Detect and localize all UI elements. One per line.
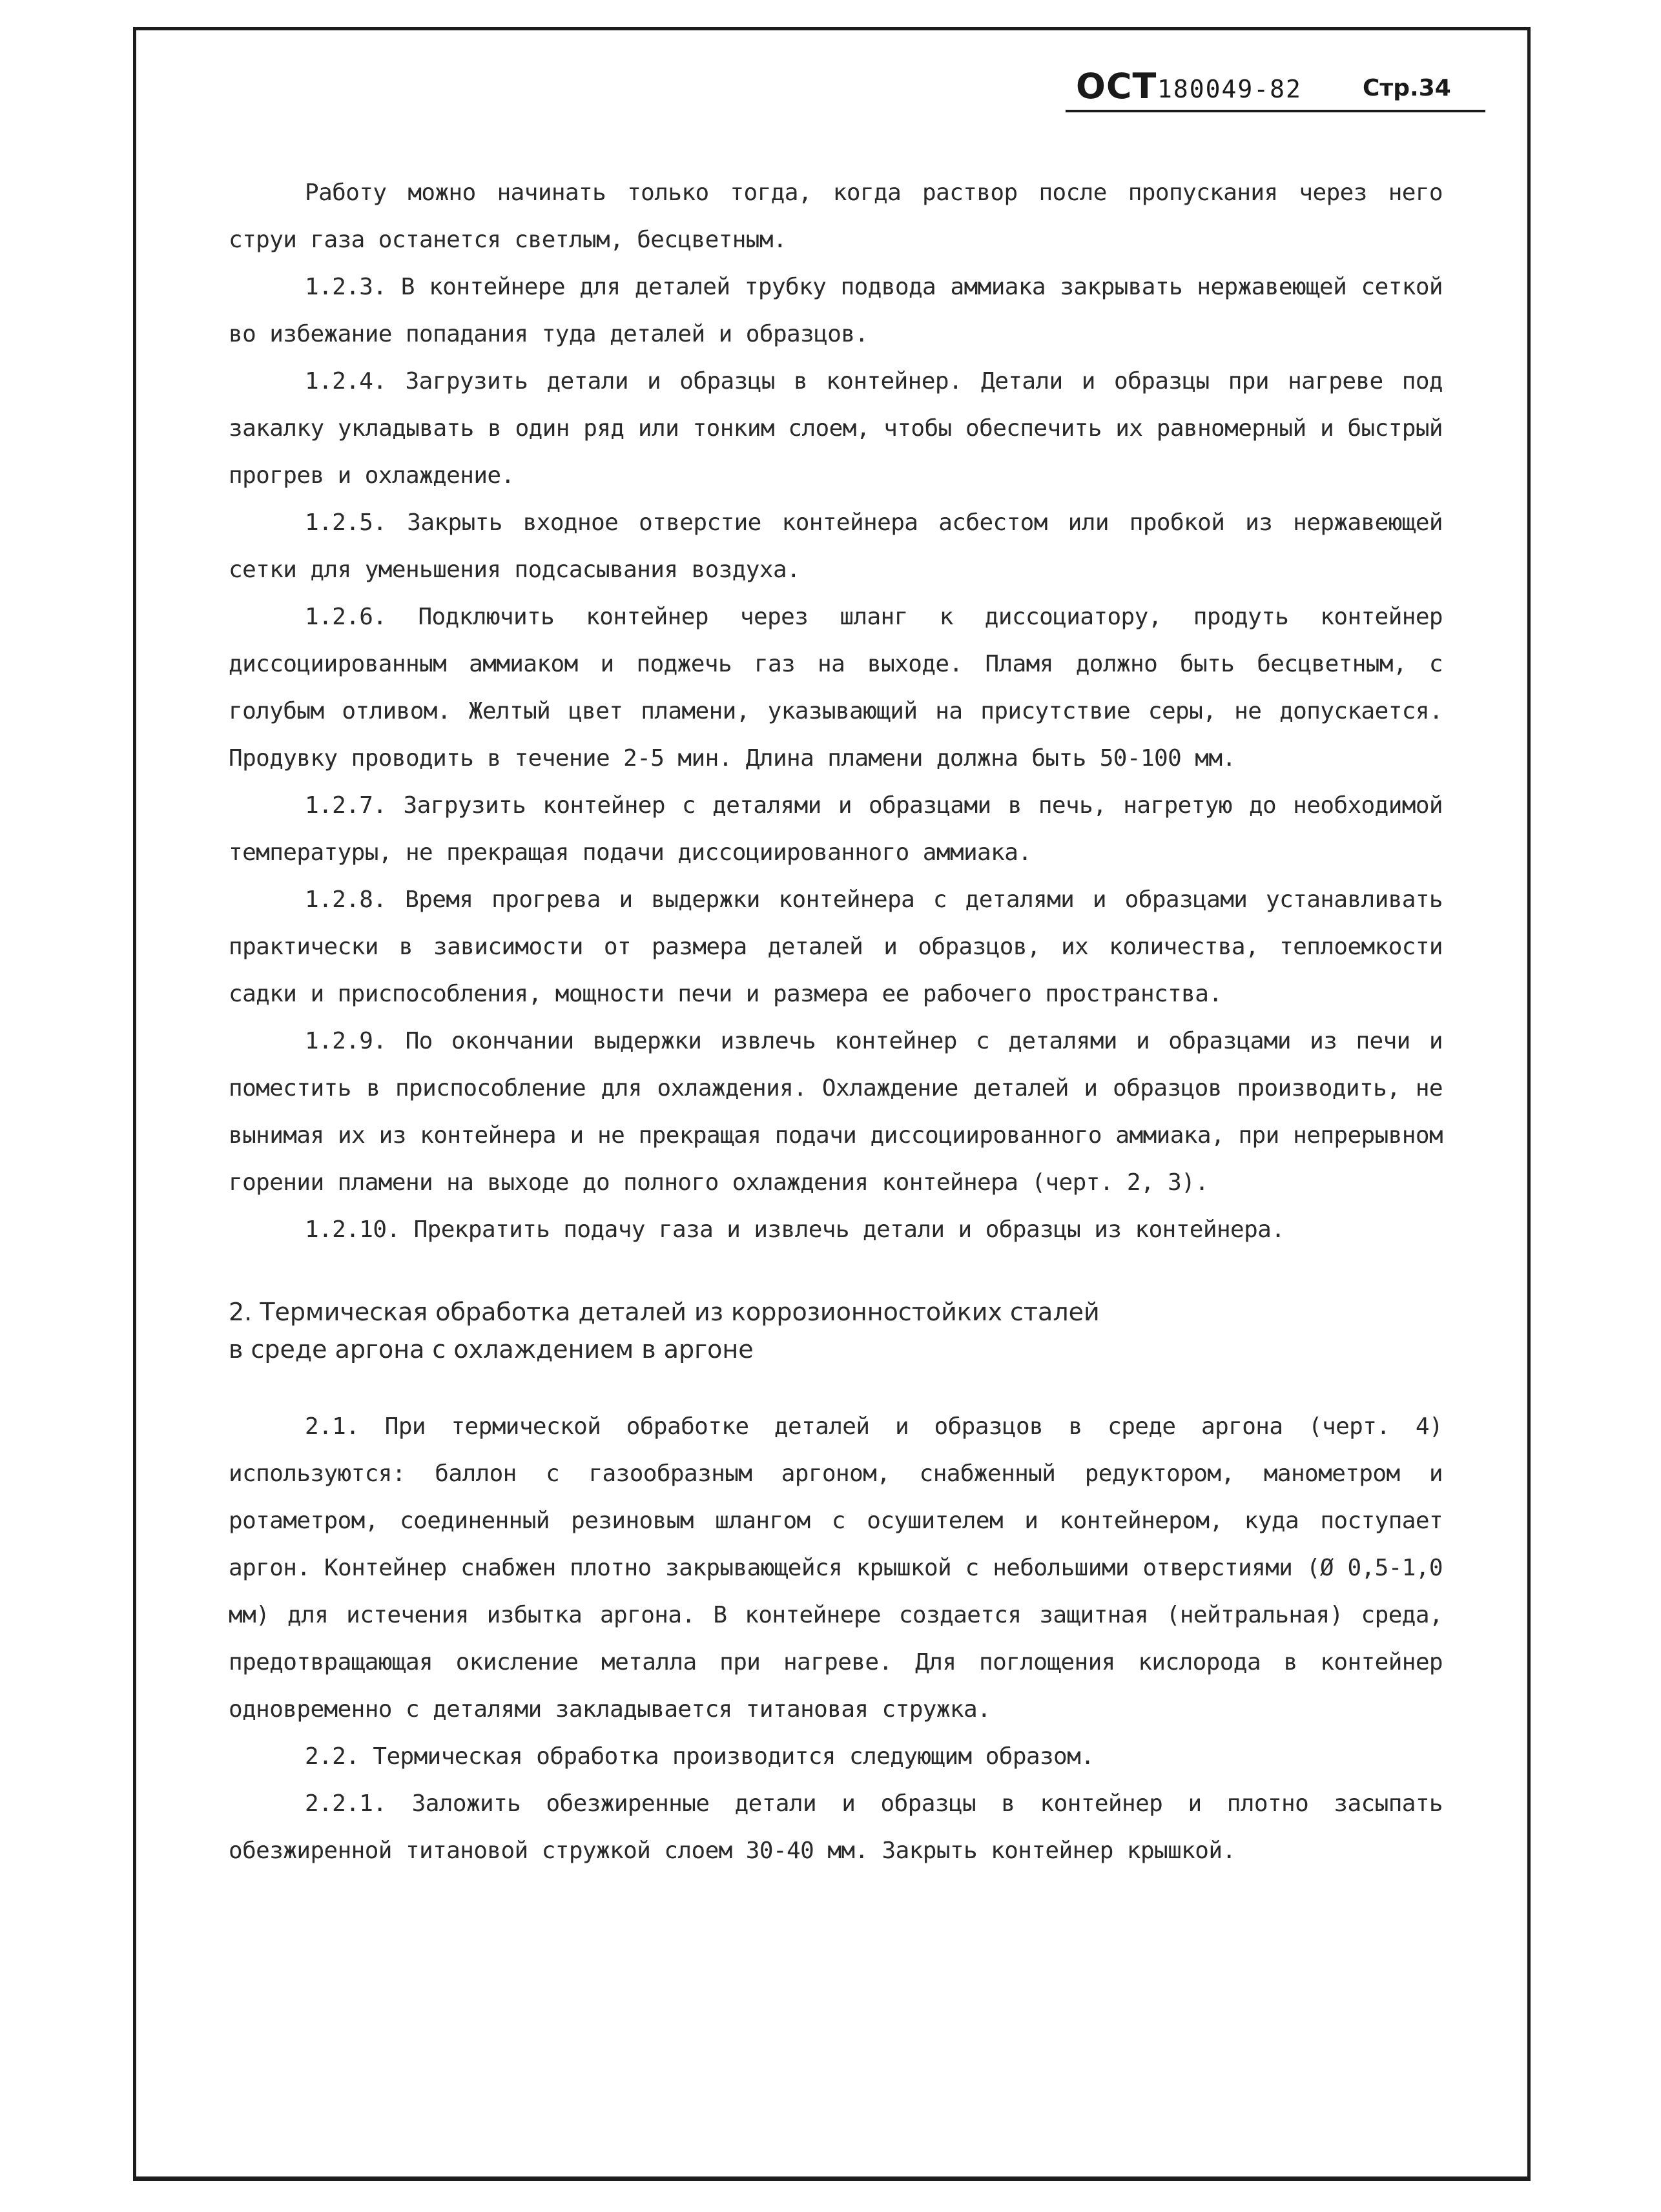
paragraph-intro: Работу можно начинать только тогда, когда раствор после пропускания через него струи газа останется светлым, бесцветным. — [229, 179, 1443, 253]
paragraph-2-1: 2.1. При термической обработке деталей и образцов в среде аргона (черт. 4) используются: баллон с газообразным аргоном, снабженный редуктором, манометром и ротаметром, соединенный резиновым шлангом с осушителем и контейнером, куда поступает аргон. Контейнер снабжен плотно закрывающейся крышкой с небольшими отверстиями (Ø 0,5-1,0 мм) для истечения избытка аргона. В контейнере создается защитная (нейтральная) среда, предотвращающая окисление металла при нагреве. Для поглощения кислорода в контейнер одновременно с деталями закладывается титановая стружка. — [229, 1413, 1443, 1723]
standard-label: ОСТ — [1076, 66, 1157, 107]
document-number: 180049-82 — [1157, 75, 1302, 103]
paragraph-1-2-9: 1.2.9. По окончании выдержки извлечь контейнер с деталями и образцами из печи и поместить в приспособление для охлаждения. Охлаждение деталей и образцов производить, не вынимая их из контейнера и не прекращая подачи диссоциированного аммиака, при непрерывном горении пламени на выходе до полного охлаждения контейнера (черт. 2, 3). — [229, 1028, 1443, 1196]
paragraph-2-2: 2.2. Термическая обработка производится следующим образом. — [305, 1743, 1095, 1770]
paragraph-1-2-6: 1.2.6. Подключить контейнер через шланг к диссоциатору, продуть контейнер диссоциированным аммиаком и поджечь газ на выходе. Пламя должно быть бесцветным, с голубым отливом. Желтый цвет пламени, указывающий на присутствие серы, не допускается. Продувку проводить в течение 2-5 мин. Длина пламени должна быть 50-100 мм. — [229, 604, 1443, 772]
section-heading-line2: в среде аргона с охлаждением в аргоне — [229, 1335, 754, 1364]
document-body — [229, 169, 1443, 1874]
paragraph-1-2-10: 1.2.10. Прекратить подачу газа и извлечь детали и образцы из контейнера. — [305, 1216, 1285, 1243]
paragraph-1-2-5: 1.2.5. Закрыть входное отверстие контейнера асбестом или пробкой из нержавеющей сетки для уменьшения подсасывания воздуха. — [229, 509, 1443, 583]
paragraph-1-2-7: 1.2.7. Загрузить контейнер с деталями и образцами в печь, нагретую до необходимой температуры, не прекращая подачи диссоциированного аммиака. — [229, 792, 1443, 866]
section-heading-line1: 2. Термическая обработка деталей из коррозионностойких сталей — [229, 1298, 1100, 1326]
section-heading — [229, 1293, 1443, 1368]
document-header — [1066, 63, 1485, 112]
page-number: Стр.34 — [1363, 75, 1451, 101]
paragraph-1-2-8: 1.2.8. Время прогрева и выдержки контейнера с деталями и образцами устанавливать практически в зависимости от размера деталей и образцов, их количества, теплоемкости садки и приспособления, мощности печи и размера ее рабочего пространства. — [229, 886, 1443, 1007]
paragraph-1-2-4: 1.2.4. Загрузить детали и образцы в контейнер. Детали и образцы при нагреве под закалку укладывать в один ряд или тонким слоем, чтобы обеспечить их равномерный и быстрый прогрев и охлаждение. — [229, 368, 1443, 489]
paragraph-1-2-3: 1.2.3. В контейнере для деталей трубку подвода аммиака закрывать нержавеющей сеткой во избежание попадания туда деталей и образцов. — [229, 274, 1443, 347]
paragraph-2-2-1: 2.2.1. Заложить обезжиренные детали и образцы в контейнер и плотно засыпать обезжиренной титановой стружкой слоем 30-40 мм. Закрыть контейнер крышкой. — [229, 1790, 1443, 1864]
